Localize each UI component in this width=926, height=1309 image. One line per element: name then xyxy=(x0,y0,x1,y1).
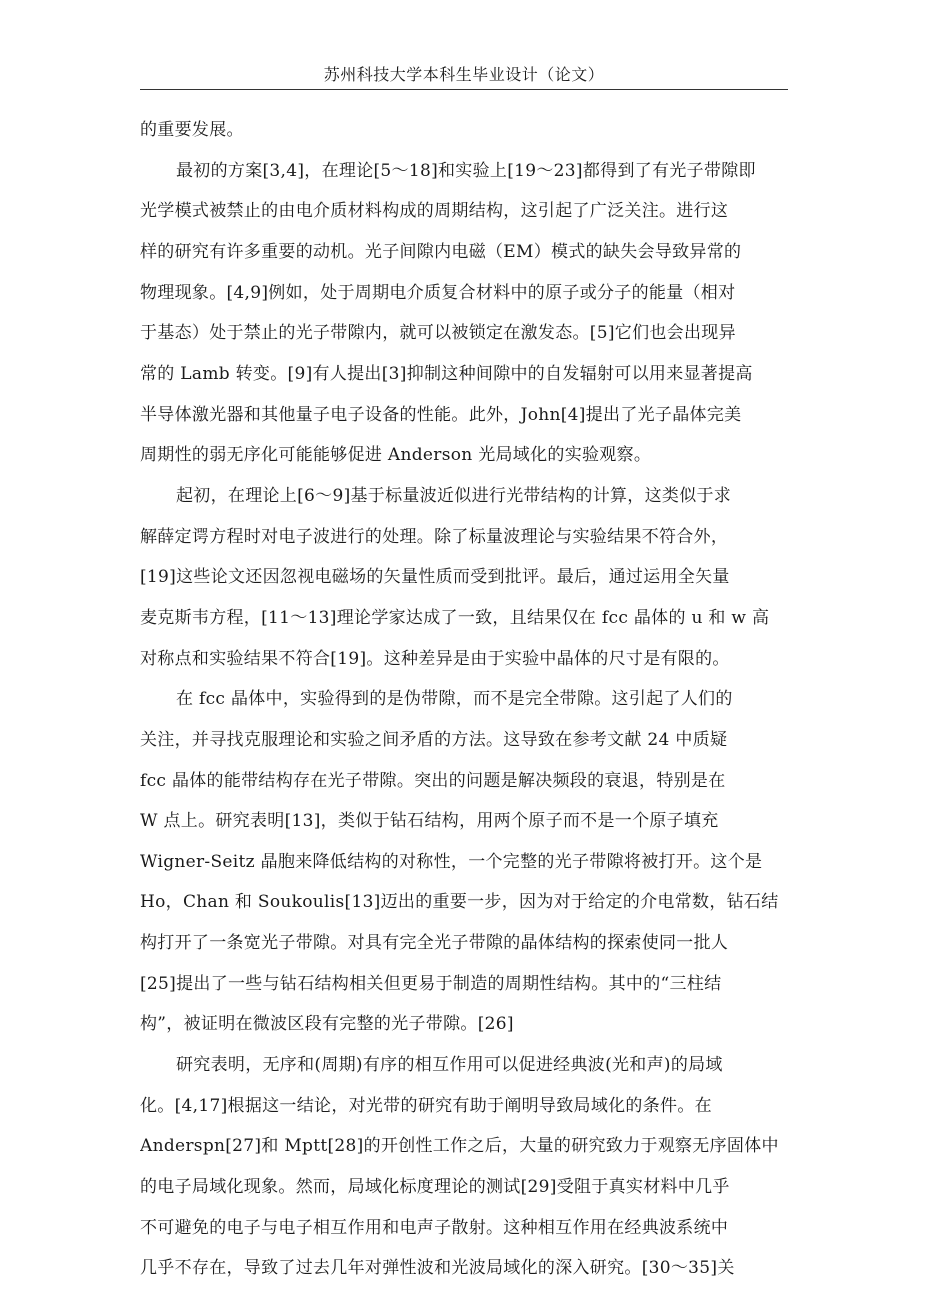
text-line: 的重要发展。 xyxy=(140,120,244,140)
page-header-title: 苏州科技大学本科生毕业设计（论文） xyxy=(323,65,605,84)
text-line: Ho，Chan 和 Soukoulis[13]迈出的重要一步，因为对于给定的介电常数，钻石结 xyxy=(140,892,779,913)
text-line: 化。[4,17]根据这一结论，对光带的研究有助于阐明导致局域化的条件。在 xyxy=(140,1095,712,1116)
text-line: 对称点和实验结果不符合[19]。这种差异是由于实验中晶体的尺寸是有限的。 xyxy=(140,648,730,669)
text-line: [19]这些论文还因忽视电磁场的矢量性质而受到批评。最后，通过运用全矢量 xyxy=(140,567,730,588)
text-line: 研究表明，无序和(周期)有序的相互作用可以促进经典波(光和声)的局域 xyxy=(176,1055,723,1076)
text-line: 物理现象。[4,9]例如，处于周期电介质复合材料中的原子或分子的能量（相对 xyxy=(140,282,736,303)
text-line: Anderspn[27]和 Mptt[28]的开创性工作之后，大量的研究致力于观察无序固体中 xyxy=(140,1136,779,1157)
header-divider xyxy=(140,89,788,90)
text-line: 周期性的弱无序化可能能够促进 Anderson 光局域化的实验观察。 xyxy=(140,445,652,466)
text-line: 在 fcc 晶体中，实验得到的是伪带隙，而不是完全带隙。这引起了人们的 xyxy=(176,689,733,710)
text-line: 样的研究有许多重要的动机。光子间隙内电磁（EM）模式的缺失会导致异常的 xyxy=(140,241,742,262)
text-line: 于基态）处于禁止的光子带隙内，就可以被锁定在激发态。[5]它们也会出现异 xyxy=(140,323,736,344)
text-line: fcc 晶体的能带结构存在光子带隙。突出的问题是解决频段的衰退，特别是在 xyxy=(140,770,726,791)
text-line: W 点上。研究表明[13]，类似于钻石结构，用两个原子而不是一个原子填充 xyxy=(140,811,719,832)
text-line: 最初的方案[3,4]，在理论[5～18]和实验上[19～23]都得到了有光子带隙即 xyxy=(176,160,756,181)
text-line: 构”，被证明在微波区段有完整的光子带隙。[26] xyxy=(140,1014,514,1035)
text-line: Wigner-Seitz 晶胞来降低结构的对称性，一个完整的光子带隙将被打开。这个是 xyxy=(140,851,763,872)
text-line: 不可避免的电子与电子相互作用和电声子散射。这种相互作用在经典波系统中 xyxy=(140,1217,729,1238)
text-line: 解薛定谔方程时对电子波进行的处理。除了标量波理论与实验结果不符合外， xyxy=(140,526,729,547)
body-text xyxy=(140,110,788,1289)
text-line: 构打开了一条宽光子带隙。对具有完全光子带隙的晶体结构的探索使同一批人 xyxy=(140,933,729,954)
text-line: 的电子局域化现象。然而，局域化标度理论的测试[29]受阻于真实材料中几乎 xyxy=(140,1177,730,1198)
text-line: 几乎不存在，导致了过去几年对弹性波和光波局域化的深入研究。[30～35]关 xyxy=(140,1258,735,1279)
text-line: 麦克斯韦方程，[11～13]理论学家达成了一致，且结果仅在 fcc 晶体的 u 和 w 高 xyxy=(140,607,770,628)
text-line: 光学模式被禁止的由电介质材料构成的周期结构，这引起了广泛关注。进行这 xyxy=(140,201,729,222)
text-line: 关注，并寻找克服理论和实验之间矛盾的方法。这导致在参考文献 24 中质疑 xyxy=(140,729,728,750)
text-line: 常的 Lamb 转变。[9]有人提出[3]抑制这种间隙中的自发辐射可以用来显著提高 xyxy=(140,363,753,384)
text-line: 起初，在理论上[6～9]基于标量波近似进行光带结构的计算，这类似于求 xyxy=(176,485,732,506)
text-line: [25]提出了一些与钻石结构相关但更易于制造的周期性结构。其中的“三柱结 xyxy=(140,973,722,994)
text-line: 半导体激光器和其他量子电子设备的性能。此外，John[4]提出了光子晶体完美 xyxy=(140,404,742,425)
